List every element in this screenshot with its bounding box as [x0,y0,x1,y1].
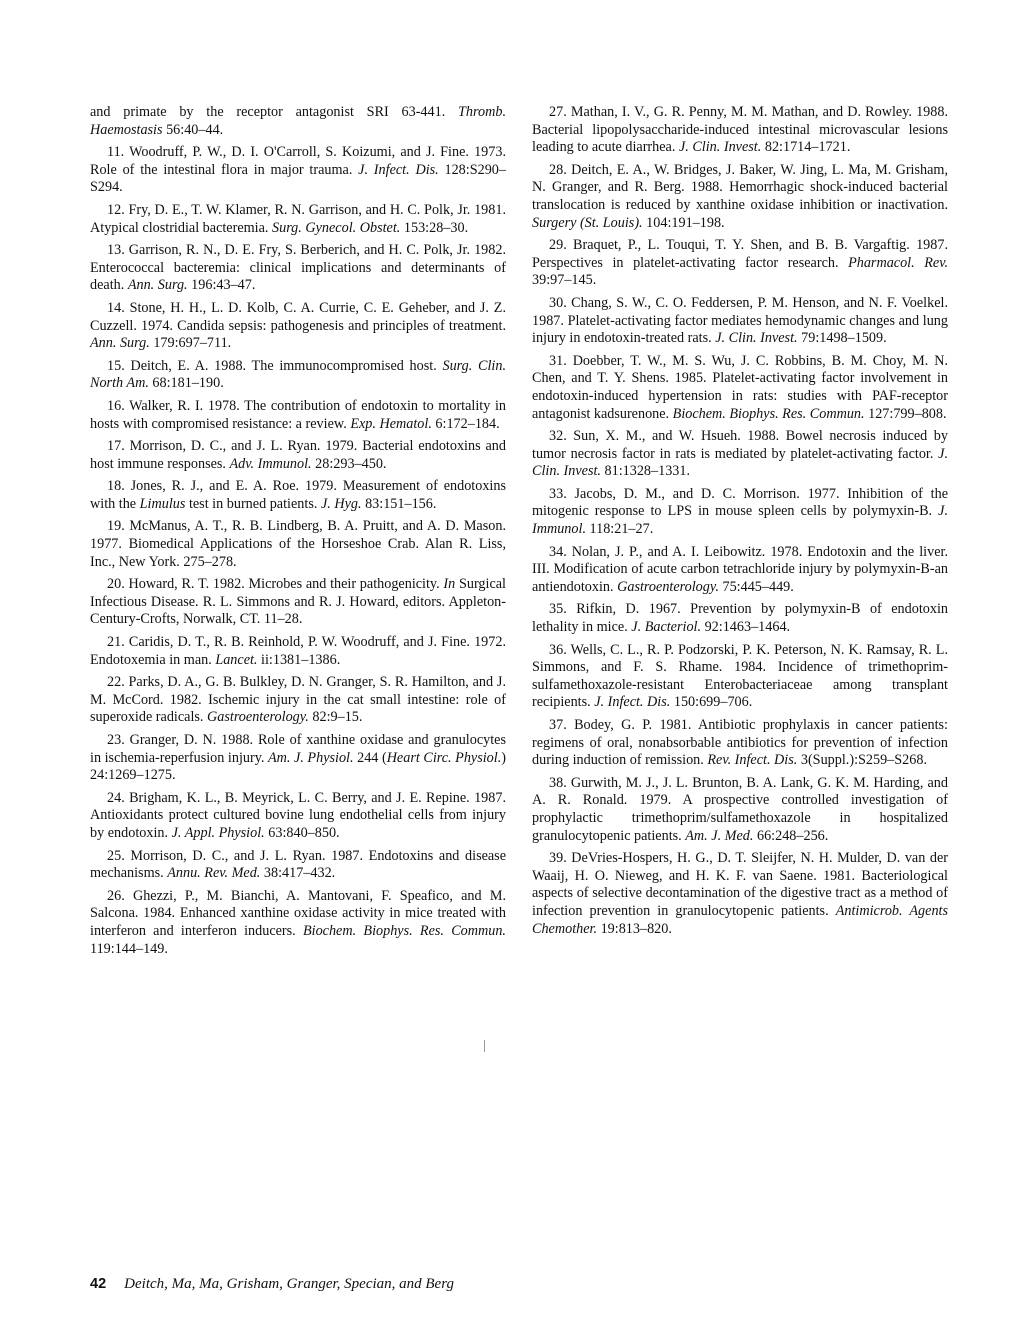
reference-text: 14. Stone, H. H., L. D. Kolb, C. A. Currie, C. E. Geheber, and J. Z. Cuzzell. 1974. Candida sepsis: pathogenesis and principles of treatment. [90,299,506,334]
reference-text: 3(Suppl.):S259–S268. [797,752,927,769]
reference-entry [90,790,506,843]
reference-text: 118:21–27. [586,521,654,538]
reference-text: 22. Parks, D. A., G. B. Bulkley, D. N. Granger, S. R. Hamilton, and J. M. McCord. 1982. Ischemic injury in the cat small intestine: role of superoxide radicals. [90,674,506,726]
reference-text: and primate by the receptor antagonist SRI 63-441. [90,104,459,120]
references-right-column [532,104,948,943]
reference-text: 12. Fry, D. E., T. W. Klamer, R. N. Garrison, and H. C. Polk, Jr. 1981. Atypical clostridial bacteremia. [90,201,506,236]
reference-text: 20. Howard, R. T. 1982. Microbes and their pathogenicity. [107,576,444,593]
reference-text: 16. Walker, R. I. 1978. The contribution of endotoxin to mortality in hosts with compromised resistance: a review. [90,397,506,432]
reference-text: 6:172–184. [431,415,500,432]
reference-entry [90,242,506,295]
reference-text: 28:293–450. [311,455,387,472]
reference-italic-text: J. Immunol. [532,503,948,538]
reference-text: 33. Jacobs, D. M., and D. C. Morrison. 1977. Inhibition of the mitogenic response to LPS in mouse spleen cells by polymyxin-B. [532,485,948,520]
reference-italic-text: Surgery (St. Louis). [532,214,643,231]
reference-entry [532,428,948,481]
reference-text: 25. Morrison, D. C., and J. L. Ryan. 1987. Endotoxins and disease mechanisms. [90,847,506,882]
reference-italic-text: Ann. Surg. [90,335,150,352]
reference-text: 29. Braquet, P., L. Touqui, T. Y. Shen, and B. B. Vargaftig. 1987. Perspectives in platelet-activating factor research. [532,237,948,271]
reference-text: 38:417–432. [260,865,336,882]
reference-italic-text: J. Appl. Physiol. [171,824,265,841]
page-footer [90,1276,454,1293]
reference-entry [532,544,948,597]
reference-entry [90,398,506,433]
reference-italic-text: J. Hyg. [320,495,362,512]
reference-text: test in burned patients. [185,495,321,512]
reference-text: 79:1498–1509. [797,330,887,347]
reference-entry [532,353,948,423]
reference-entry [90,478,506,513]
reference-entry [90,438,506,473]
reference-italic-text: Pharmacol. Rev. [848,254,948,271]
reference-text: 82:1714–1721. [761,139,851,156]
reference-italic-text: Limulus [139,495,186,512]
reference-text: 82:9–15. [308,709,363,726]
reference-text: 15. Deitch, E. A. 1988. The immunocompromised host. [107,357,443,374]
reference-text: 104:191–198. [642,214,725,231]
reference-italic-text: Thromb. Haemostasis [90,104,506,138]
reference-text: ii:1381–1386. [257,651,341,668]
reference-italic-text: Am. J. Med. [685,827,754,844]
reference-entry [90,104,506,139]
reference-entry [90,202,506,237]
reference-text: Surgical Infectious Disease. R. L. Simmons and R. J. Howard, editors. Appleton-Century-Crofts, Norwalk, CT. 11–28. [90,576,506,628]
reference-text: 28. Deitch, E. A., W. Bridges, J. Baker, W. Jing, L. Ma, M. Grisham, N. Granger, and R. Berg. 1988. Hemorrhagic shock-induced bacterial translocation is reduced by xanthine oxidase inhibition or inactivation. [532,161,948,213]
reference-italic-text: Ann. Surg. [127,277,188,294]
reference-italic-text: In [443,576,456,593]
reference-text: 38. Gurwith, M. J., J. L. Brunton, B. A. Lank, G. K. M. Harding, and A. R. Ronald. 1979. A prospective controlled investigation of prophylactic trimethoprim/sulfamethoxazole in hospitalized granulocytopenic patients. [532,774,948,844]
reference-text: 66:248–256. [753,827,829,844]
reference-text: 36. Wells, C. L., R. P. Podzorski, P. K. Peterson, N. K. Ramsay, R. L. Simmons, and F. S. Rhame. 1984. Incidence of trimethoprim-sulfamethoxazole-resistant Enterobacteriaceae among transplant recipients. [532,641,948,711]
reference-text: 13. Garrison, R. N., D. E. Fry, S. Berberich, and H. C. Polk, Jr. 1982. Enterococcal bacteremia: clinical implications and determinants of death. [90,242,506,294]
reference-text: 68:181–190. [148,375,224,392]
reference-text: ) 24:1269–1275. [90,749,506,784]
reference-entry [90,144,506,197]
reference-text: 63:840–850. [264,824,340,841]
reference-entry [532,295,948,348]
reference-text: 17. Morrison, D. C., and J. L. Ryan. 1979. Bacterial endotoxins and host immune responses. [90,438,506,472]
reference-text: 30. Chang, S. W., C. O. Feddersen, P. M. Henson, and N. F. Voelkel. 1987. Platelet-activating factor mediates hemodynamic changes and lung injury in endotoxin-treated rats. [532,294,948,347]
reference-text: 34. Nolan, J. P., and A. I. Leibowitz. 1978. Endotoxin and the liver. III. Modification of acute carbon tetrachloride injury by polymyxin-B-an antiendotoxin. [532,543,948,595]
reference-text: 18. Jones, R. J., and E. A. Roe. 1979. Measurement of endotoxins with the [90,478,506,512]
reference-text: 153:28–30. [400,219,469,236]
reference-entry [90,732,506,785]
reference-text: 39:97–145. [532,272,597,289]
reference-text: 127:799–808. [864,405,947,422]
reference-entry [90,576,506,629]
reference-italic-text: Heart Circ. Physiol. [386,749,502,766]
reference-text: 19. McManus, A. T., R. B. Lindberg, B. A. Pruitt, and A. D. Mason. 1977. Biomedical Applications of the Horseshoe Crab. Alan R. Liss, Inc., New York. 275–278. [90,518,506,570]
reference-entry [532,162,948,232]
reference-entry [532,486,948,539]
reference-italic-text: Lancet. [215,651,258,668]
reference-text: 81:1328–1331. [600,463,691,480]
reference-italic-text: Exp. Hematol. [350,415,432,432]
reference-text: 75:445–449. [718,578,794,595]
reference-italic-text: Adv. Immunol. [229,455,312,472]
reference-text: 23. Granger, D. N. 1988. Role of xanthine oxidase and granulocytes in ischemia-reperfusion injury. [90,732,506,766]
page-number: 42 [90,1276,107,1292]
reference-entry [90,358,506,393]
reference-entry [90,634,506,669]
reference-text: 32. Sun, X. M., and W. Hsueh. 1988. Bowel necrosis induced by tumor necrosis factor in rats is mediated by platelet-activating factor. [532,428,948,462]
reference-text: 179:697–711. [149,335,232,352]
reference-italic-text: Annu. Rev. Med. [167,865,261,882]
reference-entry [532,601,948,636]
reference-italic-text: J. Clin. Invest. [678,139,762,156]
reference-text: 244 ( [353,749,387,766]
running-authors: Deitch, Ma, Ma, Grisham, Granger, Specian, and Berg [124,1276,454,1292]
reference-entry [532,642,948,712]
reference-italic-text: J. Clin. Invest. [532,445,948,480]
reference-entry [532,775,948,845]
reference-italic-text: J. Clin. Invest. [715,330,798,347]
reference-italic-text: Rev. Infect. Dis. [707,752,798,769]
reference-italic-text: J. Infect. Dis. [594,694,671,711]
reference-text: 56:40–44. [162,121,224,138]
reference-text: 19:813–820. [597,920,672,937]
reference-entry [532,717,948,770]
reference-italic-text: Gastroenterology. [617,578,719,595]
reference-text: 37. Bodey, G. P. 1981. Antibiotic prophylaxis in cancer patients: regimens of oral, nonabsorbable antibiotics for prevention of infection during induction of remission. [532,717,948,769]
reference-entry [532,237,948,290]
reference-text: 24. Brigham, K. L., B. Meyrick, L. C. Berry, and J. E. Repine. 1987. Antioxidants protect cultured bovine lung endothelial cells from injury by endotoxin. [90,789,506,841]
reference-text: 11. Woodruff, P. W., D. I. O'Carroll, S. Koizumi, and J. Fine. 1973. Role of the intestinal flora in major trauma. [90,144,506,178]
reference-text: 35. Rifkin, D. 1967. Prevention by polymyxin-B of endotoxin lethality in mice. [532,601,948,636]
reference-italic-text: J. Infect. Dis. [358,161,439,178]
reference-text: 31. Doebber, T. W., M. S. Wu, J. C. Robbins, B. M. Choy, M. N. Chen, and T. Y. Shens. 1985. Platelet-activating factor involvement in endotoxin-induced hypertension in rats: studies with PAF-receptor antagonist kadsurenone. [532,352,948,422]
reference-text: 150:699–706. [670,694,753,711]
reference-text: 119:144–149. [90,940,168,957]
reference-text: 21. Caridis, D. T., R. B. Reinhold, P. W. Woodruff, and J. Fine. 1972. Endotoxemia in man. [90,634,506,668]
reference-entry [90,848,506,883]
reference-text: 196:43–47. [187,277,256,294]
reference-entry [532,850,948,938]
reference-italic-text: Surg. Gynecol. Obstet. [272,219,401,236]
reference-text: 39. DeVries-Hospers, H. G., D. T. Sleijfer, N. H. Mulder, D. van der Waaij, H. O. Nieweg, and H. K. F. van Saene. 1981. Bacteriological aspects of selective decontamination of the digestive tract as a method of infection prevention in granulocytopenic patients. [532,850,948,919]
reference-italic-text: J. Bacteriol. [631,619,702,636]
reference-italic-text: Antimicrob. Agents Chemother. [532,902,948,937]
reference-entry [532,104,948,157]
reference-entry [90,674,506,727]
reference-italic-text: Am. J. Physiol. [268,749,354,766]
reference-entry [90,518,506,571]
reference-italic-text: Surg. Clin. North Am. [90,357,507,392]
reference-entry [90,300,506,353]
reference-italic-text: Biochem. Biophys. Res. Commun. [672,405,865,422]
reference-text: 83:151–156. [361,495,437,512]
scan-mark [484,1040,485,1052]
reference-text: 128:S290–S294. [90,161,506,196]
reference-entry [90,888,506,958]
reference-italic-text: Biochem. Biophys. Res. Commun. [302,922,506,939]
reference-text: 92:1463–1464. [701,619,791,636]
reference-text: 27. Mathan, I. V., G. R. Penny, M. M. Mathan, and D. Rowley. 1988. Bacterial lipopolysaccharide-induced intestinal microvascular lesions leading to acute diarrhea. [532,104,948,156]
references-left-column [90,104,506,963]
reference-text: 26. Ghezzi, P., M. Bianchi, A. Mantovani, F. Speafico, and M. Salcona. 1984. Enhanced xanthine oxidase activity in mice treated with interferon and interferon inducers. [90,887,506,939]
reference-italic-text: Gastroenterology. [207,709,309,726]
